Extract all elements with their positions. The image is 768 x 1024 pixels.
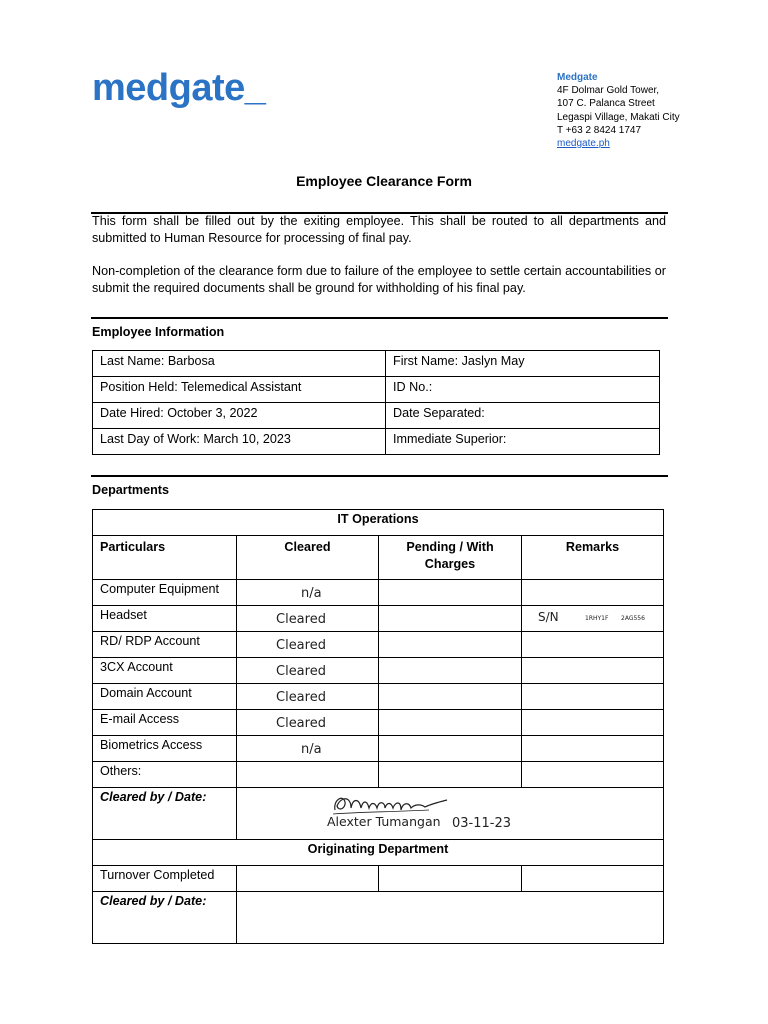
date-separated-cell: Date Separated:	[386, 403, 660, 429]
address-line: 107 C. Palanca Street	[557, 98, 655, 110]
originating-cleared-by-label: Cleared by / Date:	[93, 892, 237, 944]
cleared-cell	[237, 580, 379, 606]
employee-info-heading: Employee Information	[92, 325, 225, 339]
serial-number: 1RHY1F	[585, 615, 609, 622]
pending-cell	[379, 580, 522, 606]
last-day-cell: Last Day of Work: March 10, 2023	[93, 429, 386, 455]
col-header-particulars: Particulars	[93, 536, 237, 580]
date-hired-cell: Date Hired: October 3, 2022	[93, 403, 386, 429]
table-row	[93, 866, 664, 892]
particular-cell: RD/ RDP Account	[93, 632, 237, 658]
cleared-by-label: Cleared by / Date:	[93, 788, 237, 840]
table-row	[93, 762, 664, 788]
serial-number: 2AG556	[621, 615, 645, 622]
website-link[interactable]: medgate.ph	[557, 138, 610, 150]
employee-info-table	[92, 350, 660, 455]
phone-line: T +63 2 8424 1747	[557, 124, 642, 136]
table-row	[93, 429, 660, 455]
immediate-superior-cell: Immediate Superior:	[386, 429, 660, 455]
table-row	[93, 892, 664, 944]
sn-label: S/N	[538, 610, 559, 624]
particular-cell: Biometrics Access	[93, 736, 237, 762]
pending-cell	[379, 658, 522, 684]
pending-cell	[379, 736, 522, 762]
address-line: Legaspi Village, Makati City	[557, 111, 680, 123]
turnover-cell	[379, 866, 522, 892]
cleared-cell	[237, 632, 379, 658]
particular-cell: Computer Equipment	[93, 580, 237, 606]
cleared-cell	[237, 684, 379, 710]
pending-cell	[379, 684, 522, 710]
remarks-cell	[522, 684, 664, 710]
handwritten-status: Cleared	[276, 612, 326, 627]
company-name: Medgate	[557, 72, 598, 83]
pending-cell	[379, 632, 522, 658]
cleared-cell	[237, 658, 379, 684]
cleared-cell	[237, 736, 379, 762]
it-signature-cell	[237, 788, 664, 840]
turnover-label: Turnover Completed	[93, 866, 237, 892]
serial-number-remark	[529, 608, 656, 624]
handwritten-status: Cleared	[276, 716, 326, 731]
turnover-cell	[237, 866, 379, 892]
id-no-cell: ID No.:	[386, 377, 660, 403]
handwritten-status: Cleared	[276, 690, 326, 705]
svg-text:medgate_: medgate_	[92, 67, 266, 109]
particular-cell: E-mail Access	[93, 710, 237, 736]
particular-cell: Domain Account	[93, 684, 237, 710]
pending-cell	[379, 710, 522, 736]
particular-cell: Others:	[93, 762, 237, 788]
remarks-cell	[522, 606, 664, 632]
turnover-cell	[522, 866, 664, 892]
departments-table	[92, 509, 664, 944]
intro-paragraph: This form shall be filled out by the exiting employee. This shall be routed to all departments and submitted to Human Resource for processing of final pay.	[92, 214, 666, 245]
col-header-remarks: Remarks	[522, 536, 664, 580]
position-cell: Position Held: Telemedical Assistant	[93, 377, 386, 403]
table-row	[93, 788, 664, 840]
handwritten-status: n/a	[301, 586, 322, 601]
table-row	[93, 736, 664, 762]
table-row	[93, 510, 664, 536]
originating-signature-cell	[237, 892, 664, 944]
remarks-cell	[522, 762, 664, 788]
table-row	[93, 710, 664, 736]
col-header-pending: Pending / With Charges	[379, 536, 522, 580]
table-row	[93, 377, 660, 403]
remarks-cell	[522, 658, 664, 684]
handwritten-status: Cleared	[276, 664, 326, 679]
first-name-cell: First Name: Jaslyn May	[386, 351, 660, 377]
originating-department-header: Originating Department	[93, 840, 664, 866]
remarks-cell	[522, 580, 664, 606]
table-row	[93, 658, 664, 684]
remarks-cell	[522, 736, 664, 762]
pending-cell	[379, 606, 522, 632]
table-row	[93, 580, 664, 606]
pending-cell	[379, 762, 522, 788]
table-row	[93, 606, 664, 632]
form-title: Employee Clearance Form	[296, 173, 472, 189]
remarks-cell	[522, 710, 664, 736]
table-row	[93, 403, 660, 429]
company-info	[557, 71, 680, 150]
table-row	[93, 351, 660, 377]
it-signer-name: Alexter Tumangan	[327, 814, 441, 829]
address-line: 4F Dolmar Gold Tower,	[557, 85, 660, 97]
medgate-logo	[92, 62, 292, 112]
particular-cell: Headset	[93, 606, 237, 632]
handwritten-status: Cleared	[276, 638, 326, 653]
divider	[91, 317, 668, 319]
it-sign-date: 03-11-23	[452, 816, 512, 831]
table-row	[93, 536, 664, 580]
cleared-cell	[237, 710, 379, 736]
departments-heading: Departments	[92, 483, 169, 497]
warning-paragraph: Non-completion of the clearance form due to failure of the employee to settle certain accountabilities or submit the required documents shall be ground for withholding of his final pay.	[92, 264, 666, 295]
table-row	[93, 632, 664, 658]
last-name-cell: Last Name: Barbosa	[93, 351, 386, 377]
remarks-cell	[522, 632, 664, 658]
handwritten-status: n/a	[301, 742, 322, 757]
table-row	[93, 684, 664, 710]
col-header-cleared: Cleared	[237, 536, 379, 580]
it-operations-header: IT Operations	[93, 510, 664, 536]
particular-cell: 3CX Account	[93, 658, 237, 684]
divider	[91, 475, 668, 477]
cleared-cell	[237, 606, 379, 632]
table-row	[93, 840, 664, 866]
cleared-cell	[237, 762, 379, 788]
